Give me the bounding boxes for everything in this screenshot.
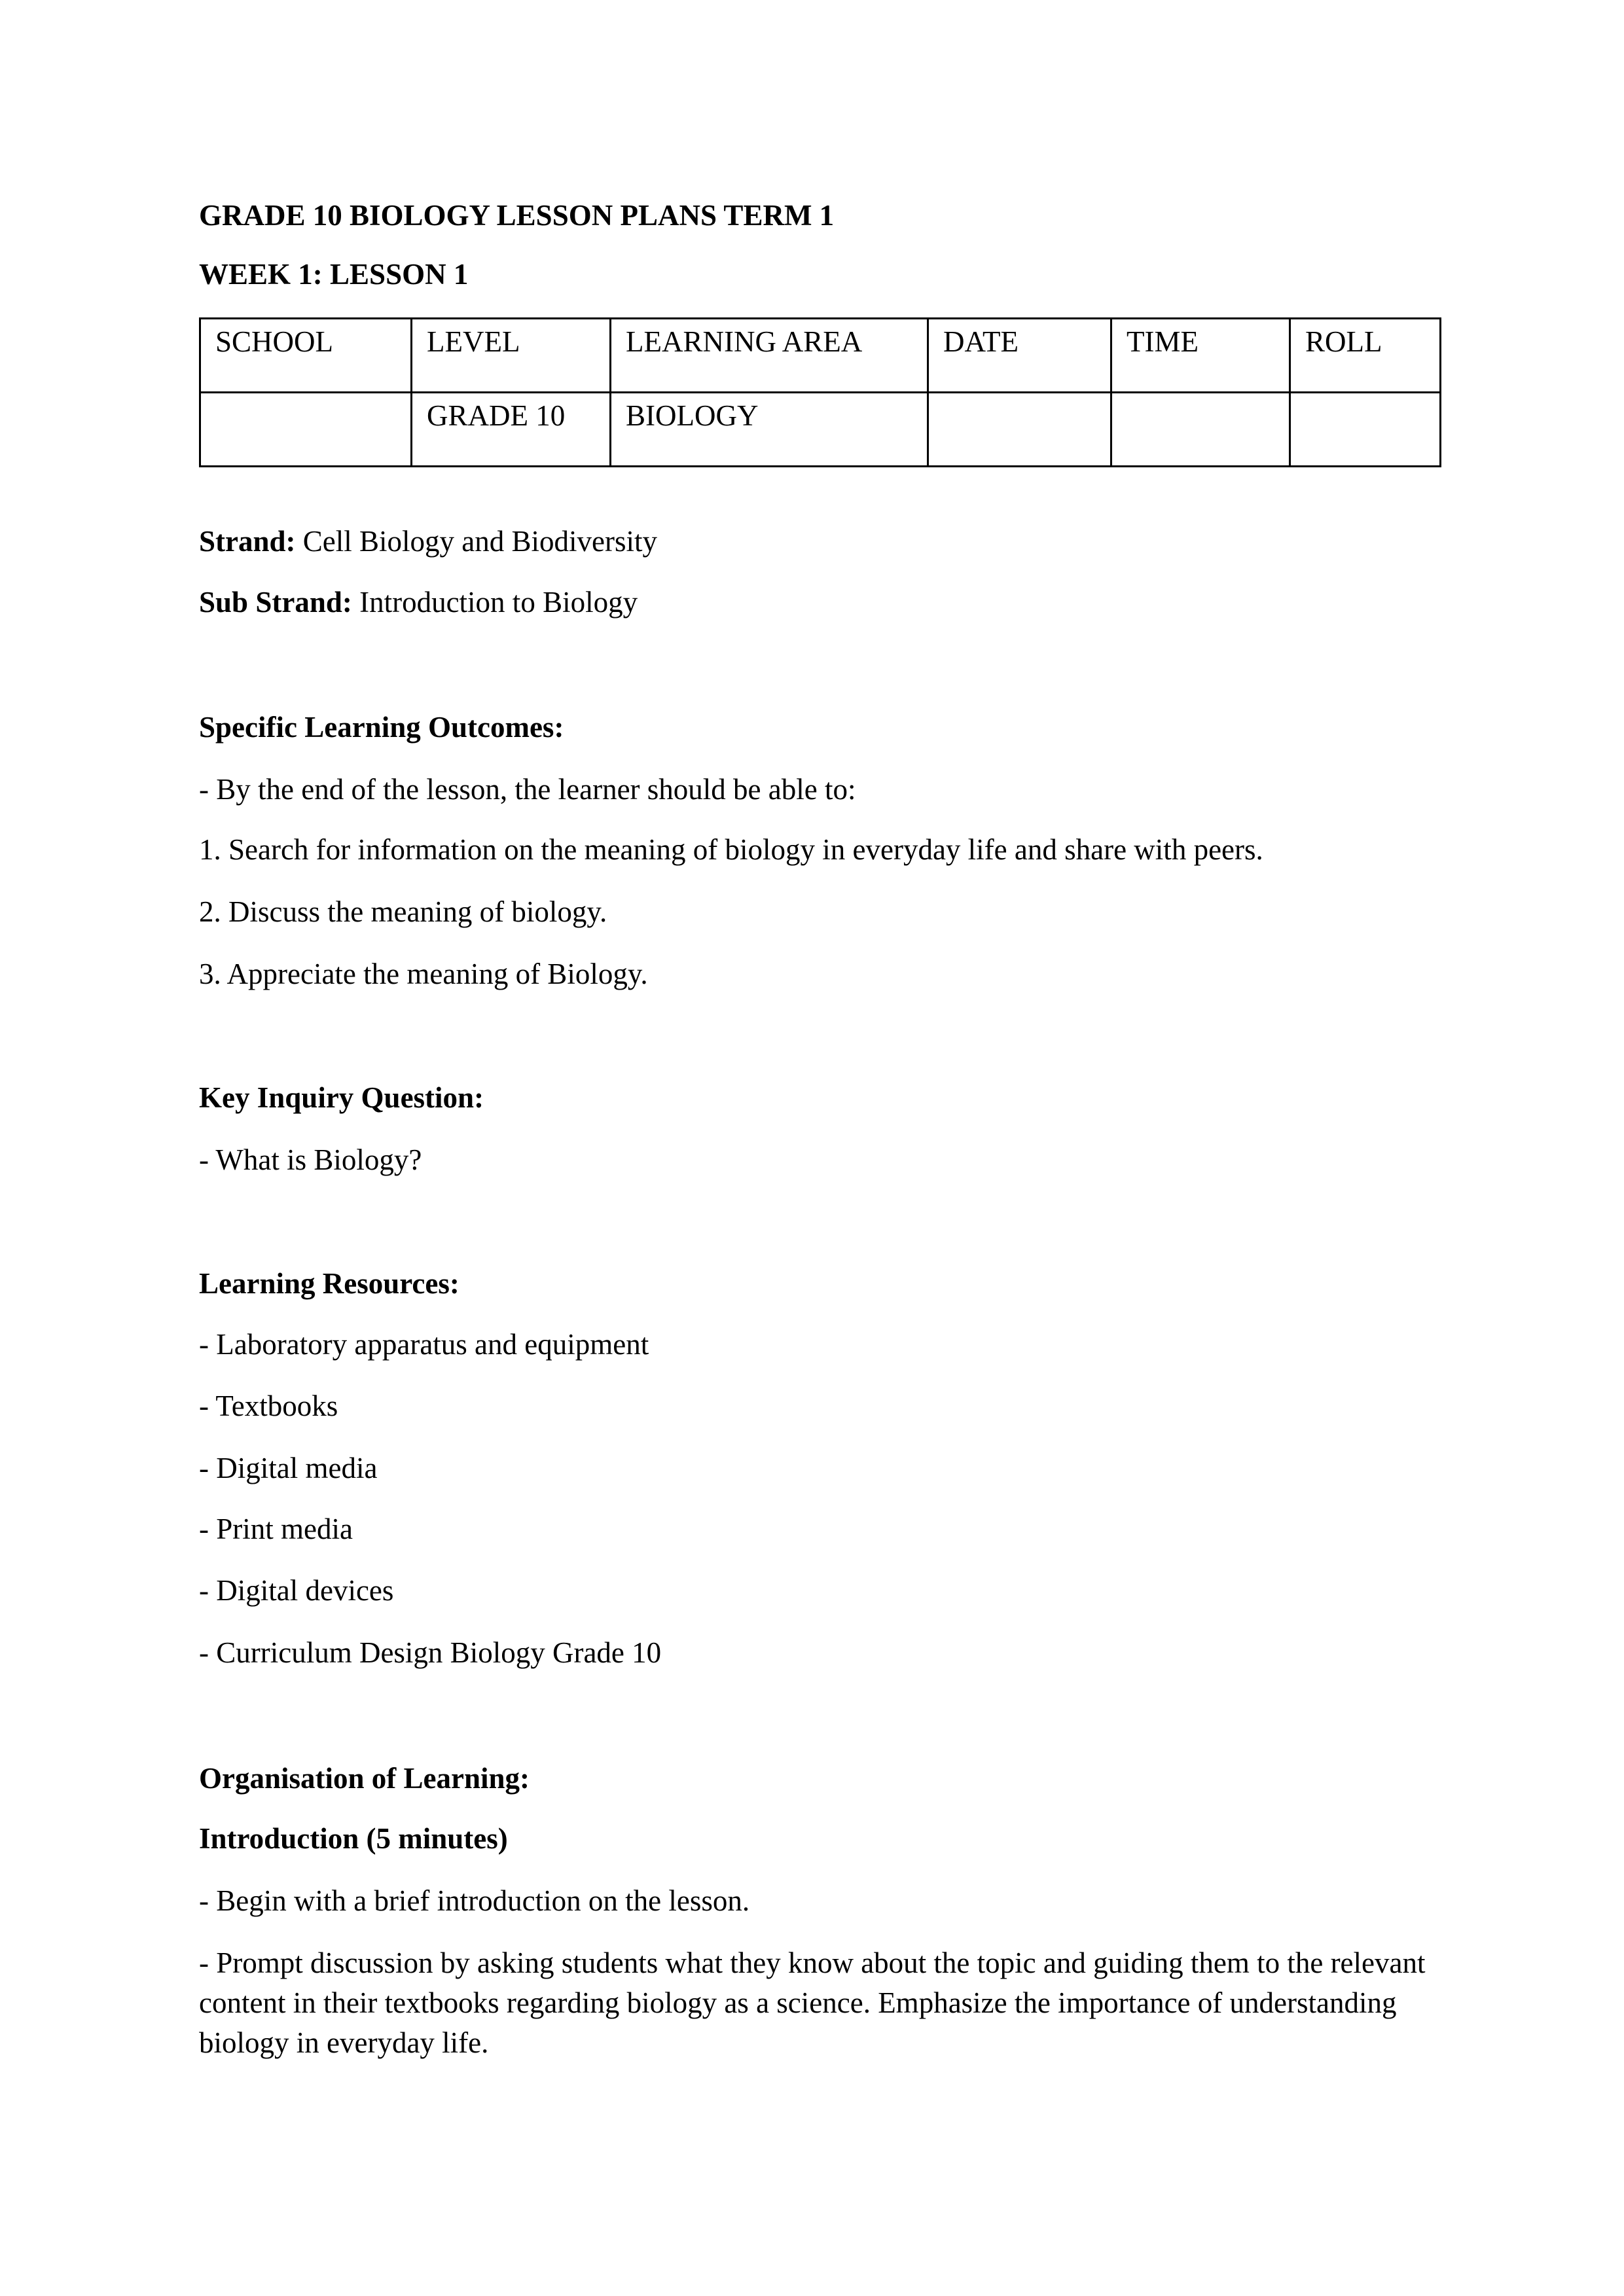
resource-item: - Laboratory apparatus and equipment	[199, 1328, 649, 1361]
cell-learning-area: BIOLOGY	[611, 393, 928, 467]
cell-time	[1111, 393, 1290, 467]
outcome-item: 1. Search for information on the meaning of biology in everyday life and share with peers.	[199, 833, 1263, 866]
outcome-item: 3. Appreciate the meaning of Biology.	[199, 958, 648, 990]
header-school: SCHOOL	[200, 319, 412, 393]
resource-item: - Print media	[199, 1513, 353, 1545]
strand-value: Cell Biology and Biodiversity	[295, 525, 658, 558]
key-inquiry-question-heading: Key Inquiry Question:	[199, 1081, 484, 1114]
resource-item: - Textbooks	[199, 1390, 338, 1422]
sub-strand-line	[199, 584, 638, 620]
header-time: TIME	[1111, 319, 1290, 393]
organisation-of-learning-heading: Organisation of Learning:	[199, 1762, 530, 1795]
week-lesson-heading: WEEK 1: LESSON 1	[199, 258, 469, 291]
table-header-row	[200, 319, 1441, 393]
header-roll: ROLL	[1290, 319, 1441, 393]
resource-item: - Digital media	[199, 1452, 378, 1484]
introduction-item: - Prompt discussion by asking students what they know about the topic and guiding them to the relevant content in their textbooks regarding biology as a science. Emphasize the importance of understanding biology in everyday life.	[199, 1946, 1426, 2059]
sub-strand-value: Introduction to Biology	[352, 586, 638, 619]
introduction-heading: Introduction (5 minutes)	[199, 1822, 508, 1855]
document-title: GRADE 10 BIOLOGY LESSON PLANS TERM 1	[199, 199, 835, 232]
resource-item: - Curriculum Design Biology Grade 10	[199, 1636, 662, 1669]
specific-learning-outcomes-heading: Specific Learning Outcomes:	[199, 711, 564, 744]
strand-label: Strand:	[199, 525, 296, 558]
lesson-info-table	[199, 317, 1441, 467]
cell-date	[928, 393, 1111, 467]
resource-item: - Digital devices	[199, 1574, 394, 1607]
cell-school	[200, 393, 412, 467]
introduction-item: - Begin with a brief introduction on the lesson.	[199, 1884, 750, 1917]
header-learning-area: LEARNING AREA	[611, 319, 928, 393]
header-level: LEVEL	[412, 319, 611, 393]
outcome-item: 2. Discuss the meaning of biology.	[199, 895, 607, 928]
cell-roll	[1290, 393, 1441, 467]
outcomes-intro: - By the end of the lesson, the learner should be able to:	[199, 773, 856, 806]
learning-resources-heading: Learning Resources:	[199, 1267, 460, 1300]
sub-strand-label: Sub Strand:	[199, 586, 352, 619]
header-date: DATE	[928, 319, 1111, 393]
inquiry-question-item: - What is Biology?	[199, 1143, 422, 1176]
strand-line	[199, 524, 657, 559]
cell-level: GRADE 10	[412, 393, 611, 467]
table-row	[200, 393, 1441, 467]
